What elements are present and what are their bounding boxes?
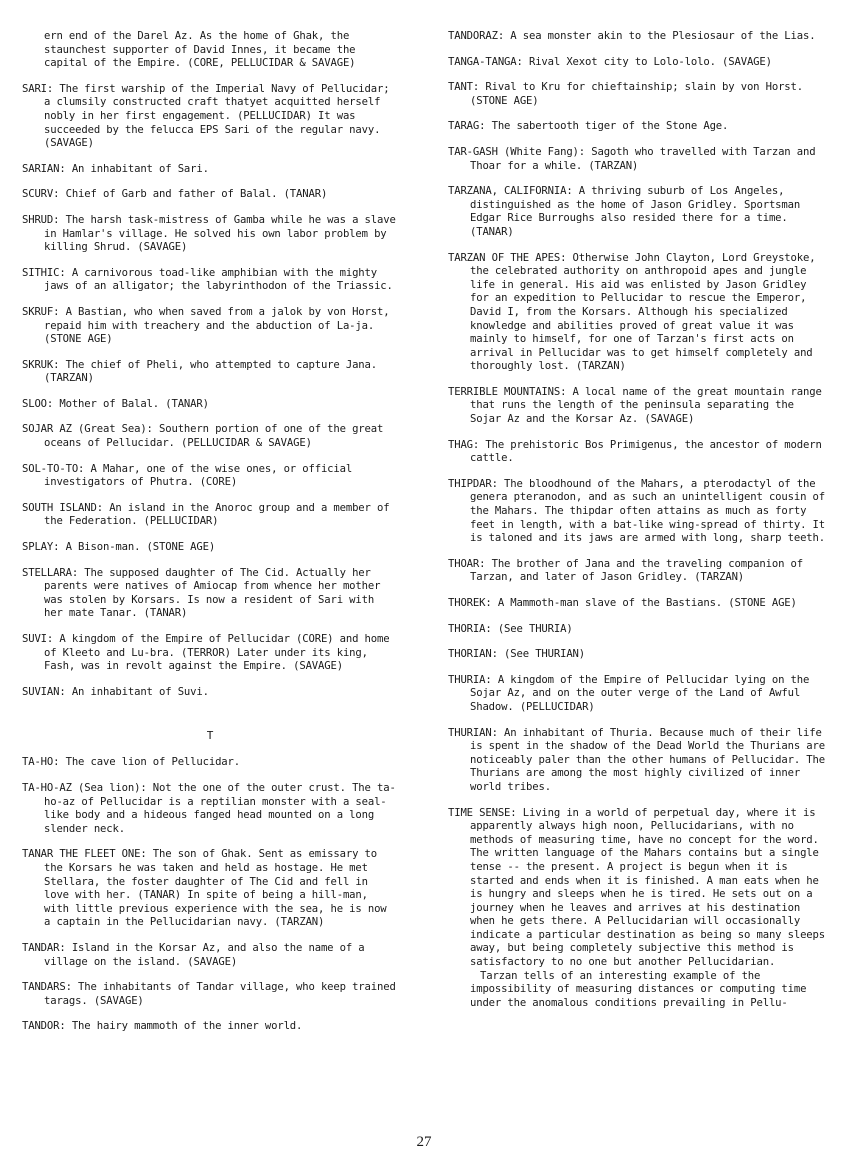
entry-skruk: SKRUK: The chief of Pheli, who attempted to capture Jana. (TARZAN) [22, 358, 377, 385]
entry-terrible-mountains: TERRIBLE MOUNTAINS: A local name of the great mountain range that runs the length of the peninsula separating the Sojar Az and the Korsar Az. (SAVAGE) [448, 385, 822, 426]
entry-tarzana: TARZANA, CALIFORNIA: A thriving suburb of Los Angeles, distinguished as the home of Jason Gridley. Sportsman Edgar Rice Burroughs also resided there for a time. (TANAR) [448, 185, 801, 238]
entry-thuria: THURIA: A kingdom of the Empire of Pellucidar lying on the Sojar Az, and on the outer verge of the Land of Awful Shadow. (PELLUCIDAR) [448, 673, 810, 713]
entry-sol-to-to: SOL-TO-TO: A Mahar, one of the wise ones, or official investigators of Phutra. (CORE) [22, 462, 353, 489]
entry-tandoraz: TANDORAZ: A sea monster akin to the Plesiosaur of the Lias. [448, 30, 816, 42]
entry-tanar: TANAR THE FLEET ONE: The son of Ghak. Sent as emissary to the Korsars he was taken and held as hostage. He met Stellara, the foster daughter of The Cid and fell in love with her. (TANAR) In spite of being a hill-man, with little previous experience with the sea, he is now a captain in the Pellucidarian navy. (TARZAN) [22, 848, 387, 929]
entry-suvi: SUVI: A kingdom of the Empire of Pellucidar (CORE) and home of Kleeto and Lu-bra. (TERROR) Later under its king, Fash, was in revolt against the Empire. (SAVAGE) [22, 633, 390, 673]
entry-sarian: SARIAN: An inhabitant of Sari. [22, 162, 209, 175]
entry-thag: THAG: The prehistoric Bos Primigenus, the ancestor of modern cattle. [448, 438, 822, 465]
entry-tarag: TARAG: The sabertooth tiger of the Stone Age. [448, 120, 729, 133]
entry-sloo: SLOO: Mother of Balal. (TANAR) [22, 397, 209, 410]
entry-stellara: STELLARA: The supposed daughter of The Cid. Actually her parents were natives of Amiocap from whence her mother was stolen by Korsars. Is now a resident of Sari with her mate Tanar. (TANAR) [22, 566, 381, 620]
entry-thorian: THORIAN: (See THURIAN) [448, 648, 586, 661]
entry-shrud: SHRUD: The harsh task-mistress of Gamba while he was a slave in Hamlar's village. He solved his own labor problem by killing Shrud. (SAVAGE) [22, 213, 396, 254]
entry-thipdar: THIPDAR: The bloodhound of the Mahars, a pterodactyl of the genera pteranodon, and as such an unintelligent cousin of the Mahars. The thipdar often attains as much as forty feet in length, with a bat-like wing-spread of thirty. It is taloned and its jaws are armed with long, sharp teeth. [448, 477, 825, 545]
entry-splay: SPLAY: A Bison-man. (STONE AGE) [22, 541, 216, 554]
entry-tandar: TANDAR: Island in the Korsar Az, and also the name of a village on the island. (SAVAGE) [22, 941, 365, 968]
right-column [448, 30, 826, 1010]
entry-sari: SARI: The first warship of the Imperial Navy of Pellucidar; a clumsily constructed craft thatyet acquitted herself nobly in her first engagement. (PELLUCIDAR) It was succeeded by the felucca EPS Sari of the regular navy. (SAVAGE) [22, 82, 390, 150]
entry-scurv: SCURV: Chief of Garb and father of Balal. (TANAR) [22, 188, 328, 201]
left-column [22, 30, 398, 1034]
entry-thoar: THOAR: The brother of Jana and the traveling companion of Tarzan, and later of Jason Gridley. (TARZAN) [448, 557, 803, 584]
section-letter: T [206, 729, 214, 743]
entry-south-island: SOUTH ISLAND: An island in the Anoroc group and a member of the Federation. (PELLUCIDAR) [22, 501, 390, 528]
entry-thurian: THURIAN: An inhabitant of Thuria. Because much of their life is spent in the shadow of the Dead World the Thurians are noticeably paler than the other humans of Pellucidar. The Thurians are among the most highly civilized of inner world tribes. [448, 726, 825, 793]
entry-continuation: ern end of the Darel Az. As the home of Ghak, the staunchest supporter of David Innes, it became the capital of the Empire. (CORE, PELLUCIDAR & SAVAGE) [44, 30, 356, 70]
entry-suvian: SUVIAN: An inhabitant of Suvi. [22, 685, 209, 698]
entry-tandars: TANDARS: The inhabitants of Tandar village, who keep trained tarags. (SAVAGE) [22, 981, 396, 1007]
entry-thorek: THOREK: A Mammoth-man slave of the Bastians. (STONE AGE) [448, 597, 797, 609]
entry-time-sense-paragraph-2: Tarzan tells of an interesting example of the impossibility of measuring distances or computing time under the anomalous conditions prevailing in Pellu- [470, 969, 807, 1009]
entry-time-sense: TIME SENSE: Living in a world of perpetual day, where it is apparently always high noon, Pellucidarians, with no methods of measuring time, have no concept for the word. The written language of the Mahars contains but a single tense -- the present. A project is begun when it is started and ends when it is finished. A man eats when he is hungry and sleeps when he is tired. He sets out on a journey when he leaves and arrives at his destination when he gets there. A Pellucidarian will occasionally indicate a particular destination as being so many sleeps away, but being completely subjective this method is satisfactory to no one but another Pellucidarian. [448, 806, 825, 969]
entry-tarzan-of-the-apes: TARZAN OF THE APES: Otherwise John Clayton, Lord Greystoke, the celebrated authority on anthropoid apes and jungle life in general. His aid was enlisted by Jason Gridley for an expedition to Pellucidar to rescue the Emperor, David I, from the Korsars. Although his specialized knowledge and abilities proved of great value it was mainly to himself, for one of Tarzan's first acts on arrival in Pellucidar was to get himself completely and thoroughly lost. (TARZAN) [448, 251, 816, 373]
entry-ta-ho: TA-HO: The cave lion of Pellucidar. [22, 756, 240, 769]
entry-thoria: THORIA: (See THURIA) [448, 622, 573, 635]
entry-sojar-az: SOJAR AZ (Great Sea): Southern portion of one of the great oceans of Pellucidar. (PELLUCIDAR & SAVAGE) [22, 423, 384, 450]
entry-tanga-tanga: TANGA-TANGA: Rival Xexot city to Lolo-lolo. (SAVAGE) [448, 55, 772, 68]
entry-tant: TANT: Rival to Kru for chieftainship; slain by von Horst. (STONE AGE) [448, 81, 803, 107]
entry-sithic: SITHIC: A carnivorous toad-like amphibian with the mighty jaws of an alligator; the labyrinthodon of the Triassic. [22, 266, 393, 293]
entry-tar-gash: TAR-GASH (White Fang): Sagoth who travelled with Tarzan and Thoar for a while. (TARZAN) [448, 145, 816, 172]
entry-skruf: SKRUF: A Bastian, who when saved from a jalok by von Horst, repaid him with treachery and the abduction of La-ja. (STONE AGE) [22, 305, 390, 346]
entry-tandor: TANDOR: The hairy mammoth of the inner world. [22, 1020, 303, 1033]
page-number: 27 [416, 1134, 432, 1150]
entry-ta-ho-az: TA-HO-AZ (Sea lion): Not the one of the outer crust. The ta-ho-az of Pellucidar is a reptilian monster with a seal-like body and a hideous fanged head mounted on a long slender neck. [22, 781, 396, 835]
